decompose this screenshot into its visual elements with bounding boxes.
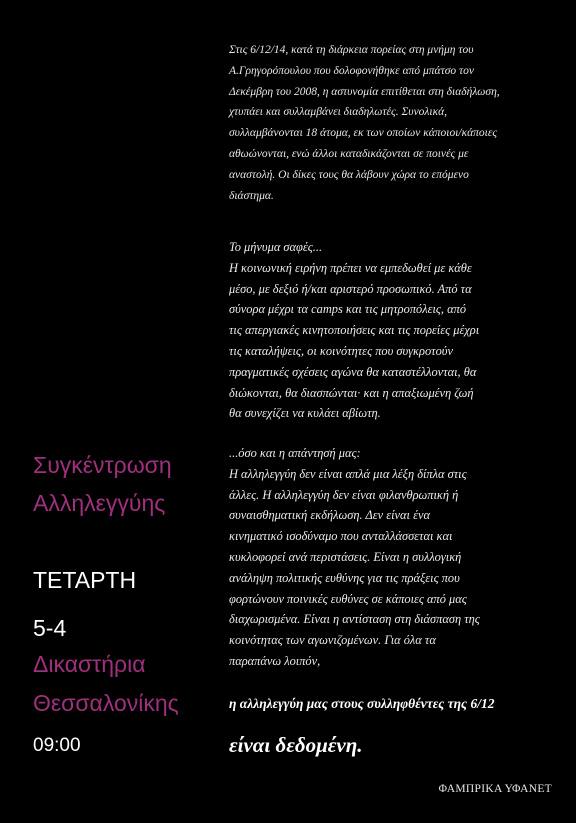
message-line: Το μήνυμα σαφές... xyxy=(229,240,323,254)
answer-line: συναισθηματική εκδήλωση. Δεν είναι ένα xyxy=(229,508,430,523)
event-place-line1: Δικαστήρια xyxy=(33,651,146,677)
intro-line: αναστολή. Οι δίκες τους θα λάβουν χώρα το επόμενο xyxy=(229,168,469,181)
intro-line: Α.Γρηγορόπουλου που δολοφονήθηκε από μπάτσο τον xyxy=(229,64,474,77)
answer-line: φορτώνουν ποινικές ευθύνες σε κάποιες από μας xyxy=(229,591,467,606)
answer-line: κινηματικό ισοδύναμο που ανταλλάσσεται και xyxy=(229,529,453,544)
message-line: διώκονται, θα διασπώνται· και η απαξιωμένη ζωή xyxy=(229,385,474,400)
event-time: 09:00 xyxy=(33,735,81,756)
message-paragraph xyxy=(229,237,549,424)
answer-paragraph xyxy=(229,443,549,672)
intro-line: συλλαμβάνονται 18 άτομα, εκ των οποίων κάποιοι/κάποιες xyxy=(229,127,498,140)
event-day: ΤΕΤΑΡΤΗ xyxy=(33,567,137,593)
intro-paragraph xyxy=(229,40,547,206)
answer-line: Η αλληλεγγύη δεν είναι απλά μια λέξη δίπλα στις xyxy=(229,466,467,481)
message-line: μέσο, με δεξιό ή/και αριστερό προσωπικό. Από τα xyxy=(229,281,472,296)
answer-line: άλλες. Η αλληλεγγύη δεν είναι φιλανθρωπική ή xyxy=(229,487,459,502)
message-line: σύνορα μέχρι τα camps και τις μητροπόλεις, από xyxy=(229,302,467,317)
message-line: Η κοινωνική ειρήνη πρέπει να εμπεδωθεί με κάθε xyxy=(229,260,472,275)
intro-line: διάστημα. xyxy=(229,189,274,202)
answer-line: κυκλοφορεί ανά περιστάσεις. Είναι η συλλογική xyxy=(229,549,462,564)
event-title-line1: Συγκέντρωση xyxy=(33,452,172,478)
answer-line: ανάληψη πολιτικής ευθύνης για τις πράξεις που xyxy=(229,570,460,585)
answer-line: παραπάνω λοιπόν, xyxy=(229,653,321,668)
intro-line: αθωώνονται, ενώ άλλοι καταδικάζονται σε ποινές με xyxy=(229,147,469,160)
intro-line: χτυπάει και συλλαμβάνει διαδηλωτές. Συνολικά, xyxy=(229,106,448,119)
answer-line: διαχωρισμένα. Είναι η αντίσταση στη διάσπαση της xyxy=(229,612,480,627)
answer-line: ...όσο και η απάντησή μας: xyxy=(229,446,361,460)
answer-line: κοινότητας των αγωνιζομένων. Για όλα τα xyxy=(229,633,436,648)
message-line: τις καταλήψεις, οι κοινότητες που συγκροτούν xyxy=(229,343,453,358)
message-line: πραγματικές σχέσεις αγώνα θα καταστέλλονται, θα xyxy=(229,364,477,379)
solidarity-statement: η αλληλεγγύη μας στους συλληφθέντες της 6/12 xyxy=(229,696,495,711)
signature: ΦΑΜΠΡΙΚΑ ΥΦΑΝΕΤ xyxy=(438,783,552,795)
intro-line: Δεκέμβρη του 2008, η αστυνομία επιτίθεται στη διαδήλωση, xyxy=(229,85,500,98)
event-place-line2: Θεσσαλονίκης xyxy=(33,690,179,716)
solidarity-conclusion: είναι δεδομένη. xyxy=(229,733,363,757)
message-line: θα συνεχίζει να κυλάει αβίωτη. xyxy=(229,406,381,421)
event-title-line2: Αλληλεγγύης xyxy=(33,490,166,516)
intro-line: Στις 6/12/14, κατά τη διάρκεια πορείας στη μνήμη του xyxy=(229,44,474,56)
event-date: 5-4 xyxy=(33,615,67,641)
message-line: τις απεργιακές κινητοποιήσεις και τις πορείες μέχρι xyxy=(229,323,480,338)
